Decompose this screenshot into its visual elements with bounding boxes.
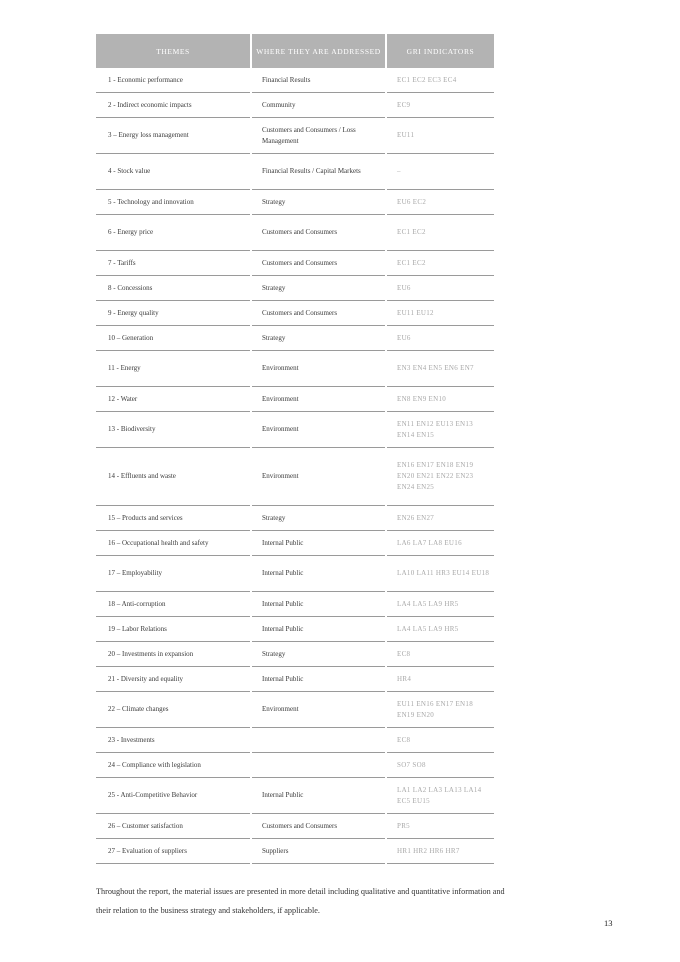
cell-theme: 14 - Effluents and waste bbox=[96, 448, 251, 506]
header-gri-indicators: GRI INDICATORS bbox=[386, 34, 494, 68]
cell-where-addressed bbox=[251, 753, 386, 778]
table-row bbox=[96, 531, 494, 556]
cell-gri-indicators: EC8 bbox=[386, 642, 494, 667]
cell-where-addressed: Strategy bbox=[251, 506, 386, 531]
material-issues-table bbox=[96, 34, 494, 864]
cell-where-addressed: Internal Public bbox=[251, 778, 386, 814]
table-row bbox=[96, 387, 494, 412]
cell-where-addressed: Internal Public bbox=[251, 556, 386, 592]
cell-theme: 1 - Economic performance bbox=[96, 68, 251, 93]
cell-theme: 9 - Energy quality bbox=[96, 301, 251, 326]
table-row bbox=[96, 506, 494, 531]
cell-theme: 15 – Products and services bbox=[96, 506, 251, 531]
cell-theme: 24 – Compliance with legislation bbox=[96, 753, 251, 778]
cell-gri-indicators: EC1 EC2 bbox=[386, 251, 494, 276]
cell-gri-indicators: EC1 EC2 bbox=[386, 215, 494, 251]
cell-theme: 23 - Investments bbox=[96, 728, 251, 753]
table-row bbox=[96, 276, 494, 301]
table-row bbox=[96, 154, 494, 190]
cell-theme: 6 - Energy price bbox=[96, 215, 251, 251]
cell-gri-indicators: EU6 EC2 bbox=[386, 190, 494, 215]
cell-where-addressed: Strategy bbox=[251, 276, 386, 301]
table-row bbox=[96, 728, 494, 753]
cell-theme: 13 - Biodiversity bbox=[96, 412, 251, 448]
table-row bbox=[96, 326, 494, 351]
cell-gri-indicators: EN8 EN9 EN10 bbox=[386, 387, 494, 412]
material-issues-table-container bbox=[96, 34, 494, 864]
table-body bbox=[96, 68, 494, 864]
table-row bbox=[96, 351, 494, 387]
cell-gri-indicators: HR1 HR2 HR6 HR7 bbox=[386, 839, 494, 864]
cell-gri-indicators: EU11 EN16 EN17 EN18 EN19 EN20 bbox=[386, 692, 494, 728]
cell-where-addressed: Strategy bbox=[251, 190, 386, 215]
cell-where-addressed bbox=[251, 728, 386, 753]
table-row bbox=[96, 839, 494, 864]
cell-theme: 22 – Climate changes bbox=[96, 692, 251, 728]
cell-gri-indicators: LA10 LA11 HR3 EU14 EU18 bbox=[386, 556, 494, 592]
cell-gri-indicators: LA4 LA5 LA9 HR5 bbox=[386, 617, 494, 642]
table-row bbox=[96, 753, 494, 778]
cell-where-addressed: Customers and Consumers bbox=[251, 251, 386, 276]
cell-theme: 7 - Tariffs bbox=[96, 251, 251, 276]
cell-where-addressed: Environment bbox=[251, 692, 386, 728]
cell-theme: 11 - Energy bbox=[96, 351, 251, 387]
cell-where-addressed: Strategy bbox=[251, 326, 386, 351]
cell-where-addressed: Internal Public bbox=[251, 592, 386, 617]
cell-theme: 21 - Diversity and equality bbox=[96, 667, 251, 692]
cell-theme: 5 - Technology and innovation bbox=[96, 190, 251, 215]
cell-theme: 3 – Energy loss management bbox=[96, 118, 251, 154]
cell-where-addressed: Customers and Consumers bbox=[251, 814, 386, 839]
cell-theme: 4 - Stock value bbox=[96, 154, 251, 190]
table-row bbox=[96, 617, 494, 642]
table-row bbox=[96, 215, 494, 251]
header-where-addressed: WHERE THEY ARE ADDRESSED bbox=[251, 34, 386, 68]
cell-where-addressed: Customers and Consumers bbox=[251, 215, 386, 251]
cell-theme: 20 – Investments in expansion bbox=[96, 642, 251, 667]
cell-gri-indicators: EN3 EN4 EN5 EN6 EN7 bbox=[386, 351, 494, 387]
table-row bbox=[96, 301, 494, 326]
cell-gri-indicators: EN26 EN27 bbox=[386, 506, 494, 531]
cell-where-addressed: Environment bbox=[251, 351, 386, 387]
footer-paragraph: Throughout the report, the material issues are presented in more detail including qualitative and quantitative information and their relation to the business strategy and stakeholders, if applicable. bbox=[96, 887, 505, 916]
cell-where-addressed: Internal Public bbox=[251, 531, 386, 556]
cell-gri-indicators: EU11 bbox=[386, 118, 494, 154]
cell-where-addressed: Financial Results / Capital Markets bbox=[251, 154, 386, 190]
cell-gri-indicators: EN16 EN17 EN18 EN19 EN20 EN21 EN22 EN23 EN24 EN25 bbox=[386, 448, 494, 506]
cell-theme: 16 – Occupational health and safety bbox=[96, 531, 251, 556]
cell-where-addressed: Internal Public bbox=[251, 617, 386, 642]
table-row bbox=[96, 778, 494, 814]
cell-theme: 18 – Anti-corruption bbox=[96, 592, 251, 617]
cell-gri-indicators: EN11 EN12 EU13 EN13 EN14 EN15 bbox=[386, 412, 494, 448]
cell-where-addressed: Environment bbox=[251, 387, 386, 412]
cell-where-addressed: Financial Results bbox=[251, 68, 386, 93]
cell-where-addressed: Environment bbox=[251, 448, 386, 506]
table-row bbox=[96, 592, 494, 617]
cell-gri-indicators: PR5 bbox=[386, 814, 494, 839]
cell-gri-indicators: – bbox=[386, 154, 494, 190]
cell-theme: 8 - Concessions bbox=[96, 276, 251, 301]
table-row bbox=[96, 93, 494, 118]
cell-where-addressed: Community bbox=[251, 93, 386, 118]
table-row bbox=[96, 556, 494, 592]
cell-gri-indicators: EC9 bbox=[386, 93, 494, 118]
table-row bbox=[96, 692, 494, 728]
cell-gri-indicators: EU6 bbox=[386, 276, 494, 301]
table-row bbox=[96, 68, 494, 93]
table-row bbox=[96, 118, 494, 154]
cell-where-addressed: Environment bbox=[251, 412, 386, 448]
cell-gri-indicators: EU11 EU12 bbox=[386, 301, 494, 326]
cell-theme: 19 – Labor Relations bbox=[96, 617, 251, 642]
table-row bbox=[96, 667, 494, 692]
cell-theme: 2 - Indirect economic impacts bbox=[96, 93, 251, 118]
table-row bbox=[96, 251, 494, 276]
cell-where-addressed: Suppliers bbox=[251, 839, 386, 864]
cell-where-addressed: Customers and Consumers / Loss Management bbox=[251, 118, 386, 154]
cell-gri-indicators: LA4 LA5 LA9 HR5 bbox=[386, 592, 494, 617]
cell-theme: 10 – Generation bbox=[96, 326, 251, 351]
cell-theme: 27 – Evaluation of suppliers bbox=[96, 839, 251, 864]
table-row bbox=[96, 412, 494, 448]
header-themes: THEMES bbox=[96, 34, 251, 68]
cell-theme: 25 - Anti-Competitive Behavior bbox=[96, 778, 251, 814]
table-row bbox=[96, 642, 494, 667]
table-row bbox=[96, 190, 494, 215]
cell-gri-indicators: EU6 bbox=[386, 326, 494, 351]
cell-theme: 26 – Customer satisfaction bbox=[96, 814, 251, 839]
page-number: 13 bbox=[604, 918, 613, 928]
cell-gri-indicators: EC1 EC2 EC3 EC4 bbox=[386, 68, 494, 93]
cell-where-addressed: Internal Public bbox=[251, 667, 386, 692]
cell-where-addressed: Customers and Consumers bbox=[251, 301, 386, 326]
cell-theme: 12 - Water bbox=[96, 387, 251, 412]
cell-gri-indicators: EC8 bbox=[386, 728, 494, 753]
cell-gri-indicators: LA1 LA2 LA3 LA13 LA14 EC5 EU15 bbox=[386, 778, 494, 814]
table-row bbox=[96, 448, 494, 506]
table-header-row bbox=[96, 34, 494, 68]
cell-gri-indicators: HR4 bbox=[386, 667, 494, 692]
cell-theme: 17 – Employability bbox=[96, 556, 251, 592]
cell-where-addressed: Strategy bbox=[251, 642, 386, 667]
cell-gri-indicators: SO7 SO8 bbox=[386, 753, 494, 778]
table-row bbox=[96, 814, 494, 839]
cell-gri-indicators: LA6 LA7 LA8 EU16 bbox=[386, 531, 494, 556]
